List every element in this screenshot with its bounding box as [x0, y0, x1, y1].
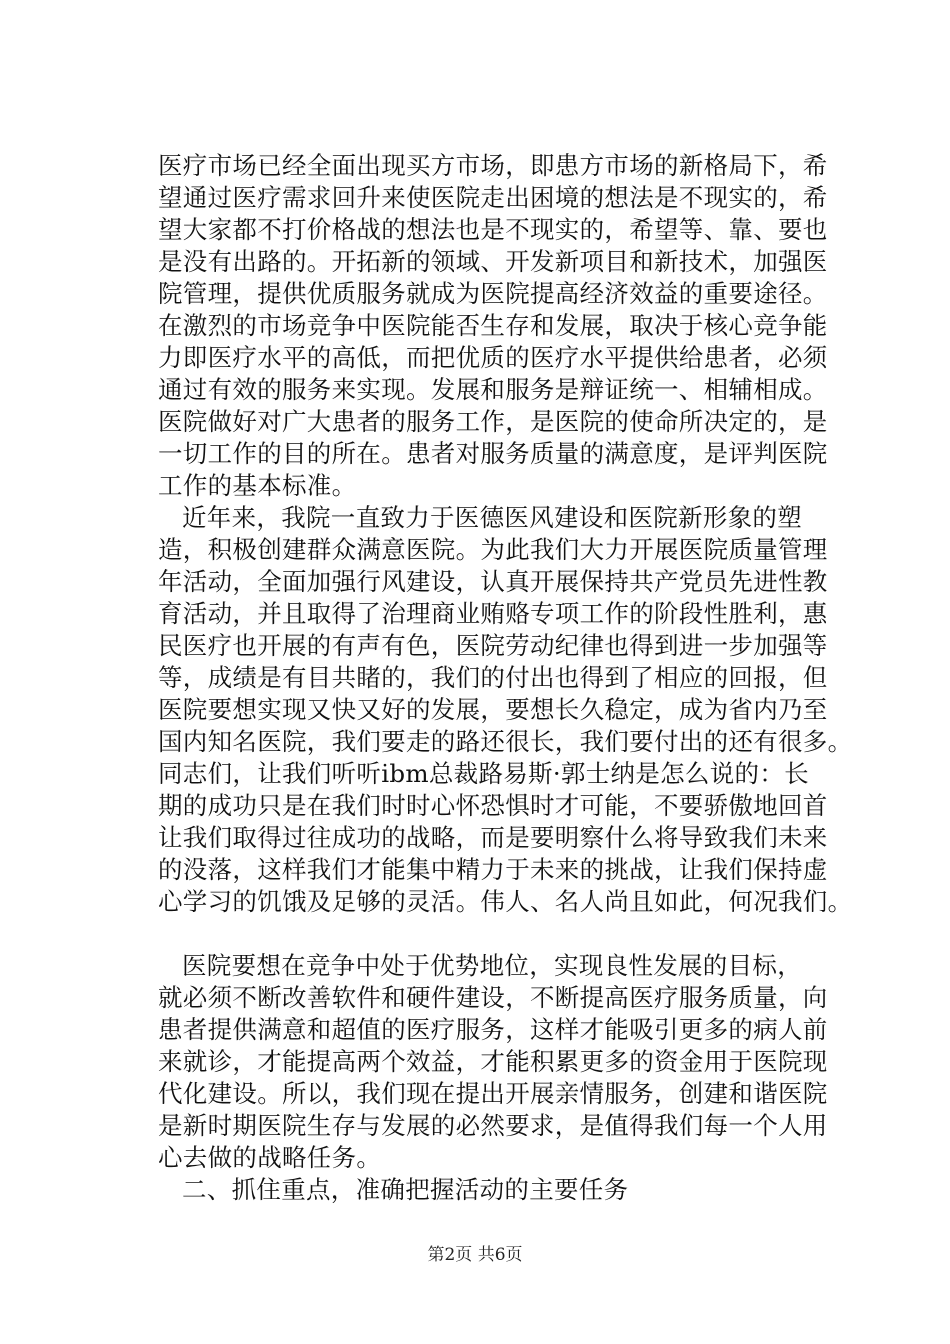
text-line: 心去做的战略任务。: [158, 1143, 382, 1172]
text-line: 育活动，并且取得了治理商业贿赂专项工作的阶段性胜利，惠: [158, 599, 828, 628]
text-line: 望通过医疗需求回升来使医院走出困境的想法是不现实的，希: [158, 183, 828, 212]
paragraph-spacer: [158, 918, 858, 950]
text-line: 是没有出路的。开拓新的领域、开发新项目和新技术，加强医: [158, 247, 828, 276]
text-line: 医院做好对广大患者的服务工作，是医院的使命所决定的，是: [158, 407, 828, 436]
text-line: 等，成绩是有目共睹的，我们的付出也得到了相应的回报，但: [158, 663, 828, 692]
document-body: [158, 150, 858, 1206]
text-line: 代化建设。所以，我们现在提出开展亲情服务，创建和谐医院: [158, 1079, 828, 1108]
text-line: 造，积极创建群众满意医院。为此我们大力开展医院质量管理: [158, 535, 828, 564]
text-line: 患者提供满意和超值的医疗服务，这样才能吸引更多的病人前: [158, 1015, 828, 1044]
text-line: 让我们取得过往成功的战略，而是要明察什么将导致我们未来: [158, 823, 828, 852]
text-line: 同志们，让我们听听ibm总裁路易斯·郭士纳是怎么说的：长: [158, 759, 809, 788]
paragraph-2: [158, 502, 858, 918]
text-line: 医疗市场已经全面出现买方市场，即患方市场的新格局下，希: [158, 151, 828, 180]
text-line: 的没落，这样我们才能集中精力于未来的挑战，让我们保持虚: [158, 855, 828, 884]
text-line: 望大家都不打价格战的想法也是不现实的，希望等、靠、要也: [158, 215, 828, 244]
text-line: 是新时期医院生存与发展的必然要求，是值得我们每一个人用: [158, 1111, 828, 1140]
page-number-footer: 第2页 共6页: [427, 1245, 523, 1265]
text-line: 院管理，提供优质服务就成为医院提高经济效益的重要途径。: [158, 279, 828, 308]
section-heading: 二、抓住重点，准确把握活动的主要任务: [182, 1175, 629, 1204]
text-line: 心学习的饥饿及足够的灵活。伟人、名人尚且如此，何况我们。: [158, 887, 853, 916]
text-line: 就必须不断改善软件和硬件建设，不断提高医疗服务质量，向: [158, 983, 828, 1012]
text-line: 通过有效的服务来实现。发展和服务是辩证统一、相辅相成。: [158, 375, 828, 404]
paragraph-3: [158, 950, 858, 1174]
text-line: 期的成功只是在我们时时心怀恐惧时才可能，不要骄傲地回首: [158, 791, 828, 820]
text-line: 来就诊，才能提高两个效益，才能积累更多的资金用于医院现: [158, 1047, 828, 1076]
text-line: 医院要想实现又快又好的发展，要想长久稳定，成为省内乃至: [158, 695, 828, 724]
text-line: 近年来，我院一直致力于医德医风建设和医院新形象的塑: [182, 503, 802, 532]
text-line: 医院要想在竞争中处于优势地位，实现良性发展的目标，: [182, 951, 802, 980]
text-line: 国内知名医院，我们要走的路还很长，我们要付出的还有很多。: [158, 727, 853, 756]
text-line: 一切工作的目的所在。患者对服务质量的满意度，是评判医院: [158, 439, 828, 468]
text-line: 在激烈的市场竞争中医院能否生存和发展，取决于核心竞争能: [158, 311, 828, 340]
text-line: 工作的基本标准。: [158, 471, 357, 500]
text-line: 力即医疗水平的高低，而把优质的医疗水平提供给患者，必须: [158, 343, 828, 372]
paragraph-1: [158, 150, 858, 502]
text-line: 年活动，全面加强行风建设，认真开展保持共产党员先进性教: [158, 567, 828, 596]
text-line: 民医疗也开展的有声有色，医院劳动纪律也得到进一步加强等: [158, 631, 828, 660]
